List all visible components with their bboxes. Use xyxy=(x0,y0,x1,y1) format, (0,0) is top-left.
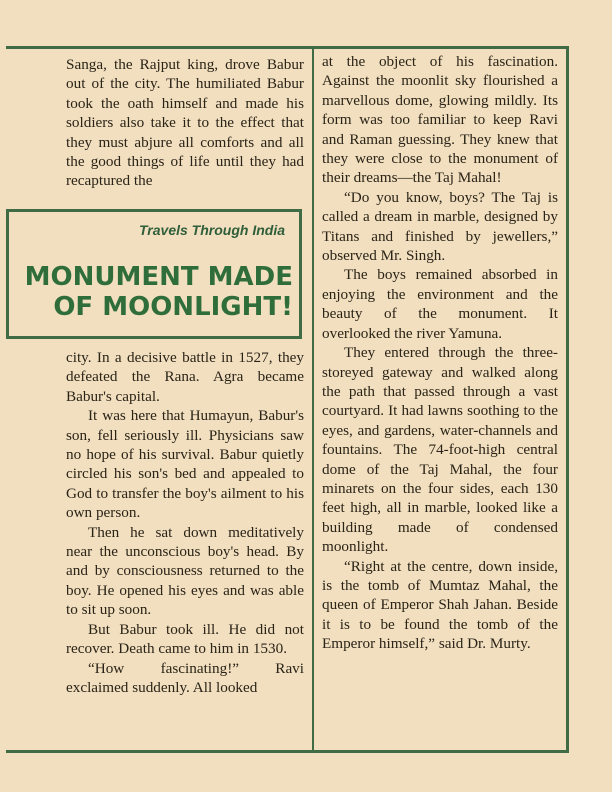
headline-line-2: OF MOONLIGHT! xyxy=(53,292,293,322)
paragraph: Sanga, the Rajput king, drove Babur out of the city. The humiliated Babur took the oath himself and made his soldiers also take it to the effect that they must abjure all comforts and all the good things of life until they had recaptured the xyxy=(66,56,304,190)
frame-top-rule xyxy=(6,46,569,49)
headline-line-1: MONUMENT MADE xyxy=(24,262,293,292)
paragraph: city. In a decisive battle in 1527, they defeated the Rana. Agra became Babur's capital. xyxy=(66,349,304,405)
paragraph: “How fascinating!” Ravi exclaimed suddenly. All looked xyxy=(66,659,304,696)
paragraph: Then he sat down meditatively near the unconscious boy's head. By and by consciousness returned to the boy. He opened his eyes and was able to sit up soon. xyxy=(66,523,304,619)
frame-right-rule xyxy=(566,46,569,753)
series-label: Travels Through India xyxy=(139,222,285,238)
paragraph: They entered through the three-storeyed gateway and walked along the path that passed through a vast courtyard. It had lawns soothing to the eyes, and gardens, water-channels and fountains. The 74-foot-high central dome of the Taj Mahal, the four minarets on the four sides, each 130 feet high, all in marble, looked like a building made of condensed moonlight. xyxy=(322,344,558,556)
title-box xyxy=(6,209,302,339)
paragraph: “Do you know, boys? The Taj is called a dream in marble, designed by Titans and finished by jewellers,” observed Mr. Singh. xyxy=(322,188,558,265)
paragraph: It was here that Humayun, Babur's son, fell seriously ill. Physicians saw no hope of his survival. Babur quietly circled his son's bed and appealed to God to transfer the boy's ailment to his own person. xyxy=(66,407,304,522)
paragraph: The boys remained absorbed in enjoying the environment and the beauty of the monument. It overlooked the river Yamuna. xyxy=(322,266,558,342)
paragraph: at the object of his fascination. Against the moonlit sky flourished a marvellous dome, glowing mildly. Its form was too familiar to keep Ravi and Raman guessing. They knew that they were close to the monument of their dreams—the Taj Mahal! xyxy=(322,53,558,187)
frame-bottom-rule xyxy=(6,750,569,753)
paragraph: “Right at the centre, down inside, is the tomb of Mumtaz Mahal, the queen of Emperor Shah Jahan. Beside it is to be found the tomb of the Emperor himself,” said Dr. Murty. xyxy=(322,557,558,653)
paragraph: But Babur took ill. He did not recover. Death came to him in 1530. xyxy=(66,620,304,658)
right-column xyxy=(322,52,558,654)
headline xyxy=(9,262,293,322)
left-column-bottom xyxy=(66,348,304,697)
column-divider xyxy=(312,46,314,753)
left-column-top xyxy=(66,55,304,191)
